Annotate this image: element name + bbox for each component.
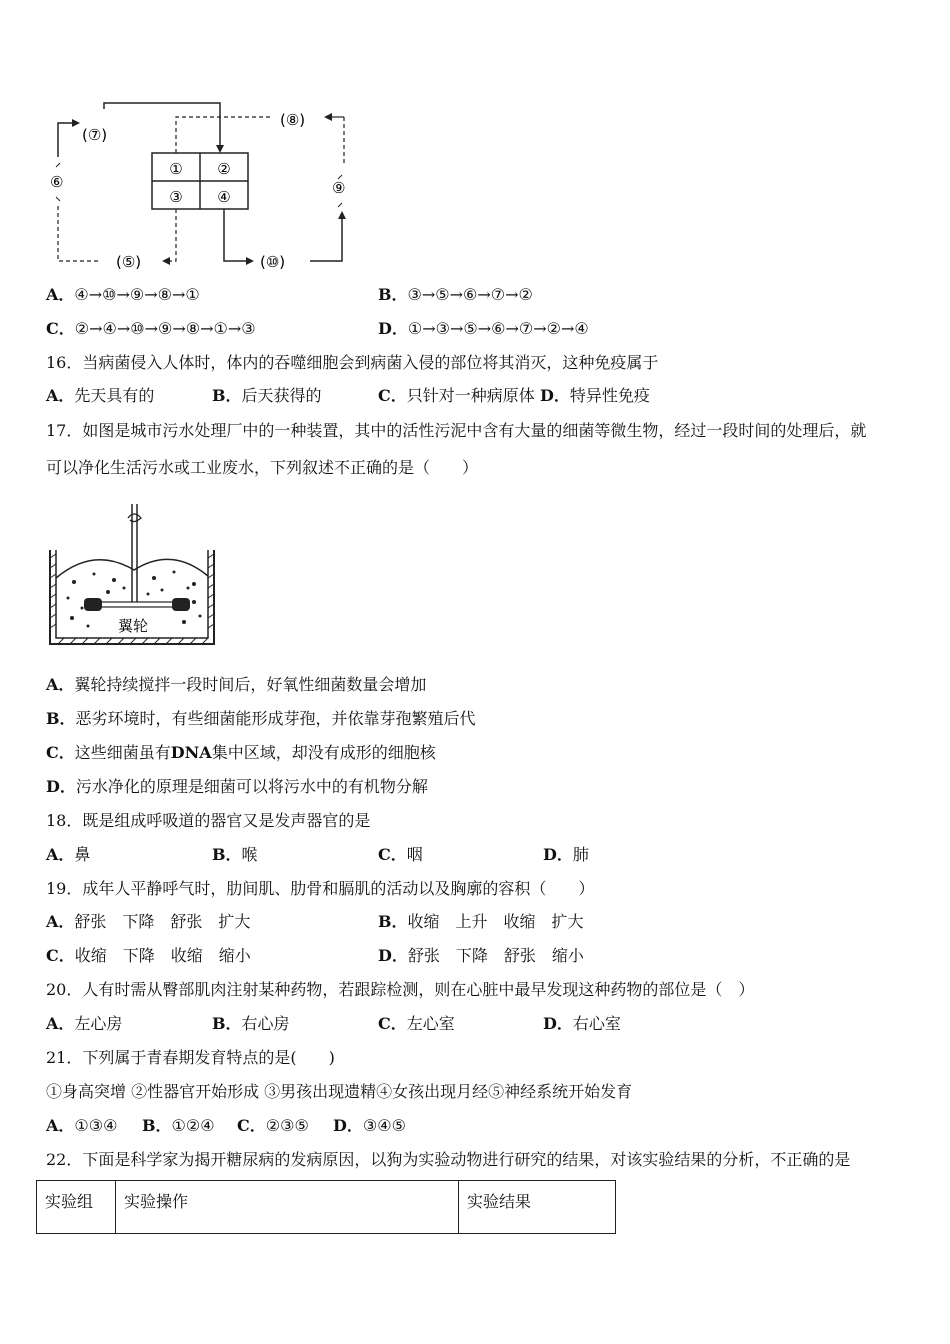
q19-stem: 19．成年人平静呼气时，肋间肌、肋骨和膈肌的活动以及胸廓的容积（ ） xyxy=(46,879,595,898)
node-5: (⑤) xyxy=(116,253,142,271)
q18-option-b[interactable]: B．喉 xyxy=(212,845,258,864)
q20-stem: 20．人有时需从臀部肌肉注射某种药物，若跟踪检测，则在心脏中最早发现这种药物的部位是（ ） xyxy=(46,980,755,999)
q21-items: ①身高突增 ②性器官开始形成 ③男孩出现遗精④女孩出现月经⑤神经系统开始发育 xyxy=(46,1082,633,1101)
q21-option-b[interactable]: B．①②④ xyxy=(142,1116,215,1135)
q20-option-d[interactable]: D．右心室 xyxy=(543,1014,621,1033)
q17-option-d[interactable]: D．污水净化的原理是细菌可以将污水中的有机物分解 xyxy=(46,777,428,796)
q16-option-d[interactable]: D．特异性免疫 xyxy=(540,386,650,405)
node-10: (⑩) xyxy=(260,253,286,271)
node-7: (⑦) xyxy=(82,126,108,144)
q17-stem-line2: 可以净化生活污水或工业废水，下列叙述不正确的是（ ） xyxy=(46,458,479,477)
q17-option-a[interactable]: A．翼轮持续搅拌一段时间后，好氧性细菌数量会增加 xyxy=(46,675,427,694)
cell-2: ② xyxy=(217,160,231,178)
q16-option-b[interactable]: B．后天获得的 xyxy=(212,386,322,405)
q20-option-c[interactable]: C．左心室 xyxy=(378,1014,455,1033)
q17-option-c[interactable]: C．这些细菌虽有DNA集中区域，却没有成形的细胞核 xyxy=(46,743,436,762)
flow-diagram xyxy=(40,95,370,280)
q15-option-d[interactable]: D．①→③→⑤→⑥→⑦→②→④ xyxy=(378,319,589,338)
q19-option-a[interactable]: A．舒张 下降 舒张 扩大 xyxy=(46,912,251,931)
table-header-operation: 实验操作 xyxy=(116,1181,459,1234)
table-header-result: 实验结果 xyxy=(459,1181,616,1234)
impeller-label: 翼轮 xyxy=(118,617,149,635)
cell-4: ④ xyxy=(217,188,231,206)
q15-option-a[interactable]: A．④→⑩→⑨→⑧→① xyxy=(46,285,200,304)
q18-option-c[interactable]: C．咽 xyxy=(378,845,423,864)
node-9: ⑨ xyxy=(332,179,346,197)
q18-stem: 18．既是组成呼吸道的器官又是发声器官的是 xyxy=(46,811,371,830)
node-8: (⑧) xyxy=(280,111,306,129)
node-6: ⑥ xyxy=(50,173,64,191)
q22-stem: 22．下面是科学家为揭开糖尿病的发病原因，以狗为实验动物进行研究的结果，对该实验结果的分析，不正确的是 xyxy=(46,1150,851,1169)
q19-option-d[interactable]: D．舒张 下降 舒张 缩小 xyxy=(378,946,584,965)
q20-option-a[interactable]: A．左心房 xyxy=(46,1014,123,1033)
q21-stem: 21．下列属于青春期发育特点的是( ) xyxy=(46,1048,335,1067)
cell-1: ① xyxy=(169,160,183,178)
q16-option-c[interactable]: C．只针对一种病原体 xyxy=(378,386,535,405)
q17-option-b[interactable]: B．恶劣环境时，有些细菌能形成芽孢，并依靠芽孢繁殖后代 xyxy=(46,709,476,728)
q15-option-b[interactable]: B．③→⑤→⑥→⑦→② xyxy=(378,285,533,304)
q21-option-d[interactable]: D．③④⑤ xyxy=(333,1116,406,1135)
q17-stem-line1: 17．如图是城市污水处理厂中的一种装置，其中的活性污泥中含有大量的细菌等微生物，经过一段时间的处理后，就 xyxy=(46,421,867,440)
q19-option-b[interactable]: B．收缩 上升 收缩 扩大 xyxy=(378,912,584,931)
cell-3: ③ xyxy=(169,188,183,206)
sewage-tank-figure xyxy=(44,498,222,652)
q18-option-d[interactable]: D．肺 xyxy=(543,845,589,864)
q19-option-c[interactable]: C．收缩 下降 收缩 缩小 xyxy=(46,946,251,965)
q21-option-a[interactable]: A．①③④ xyxy=(46,1116,118,1135)
table-header-group: 实验组 xyxy=(37,1181,116,1234)
q15-option-c[interactable]: C．②→④→⑩→⑨→⑧→①→③ xyxy=(46,319,256,338)
q20-option-b[interactable]: B．右心房 xyxy=(212,1014,290,1033)
q21-option-c[interactable]: C．②③⑤ xyxy=(237,1116,309,1135)
q18-option-a[interactable]: A．鼻 xyxy=(46,845,91,864)
table-row xyxy=(37,1181,616,1234)
q16-stem: 16．当病菌侵入人体时，体内的吞噬细胞会到病菌入侵的部位将其消灭，这种免疫属于 xyxy=(46,353,659,372)
q16-option-a[interactable]: A．先天具有的 xyxy=(46,386,155,405)
experiment-table xyxy=(36,1180,616,1234)
